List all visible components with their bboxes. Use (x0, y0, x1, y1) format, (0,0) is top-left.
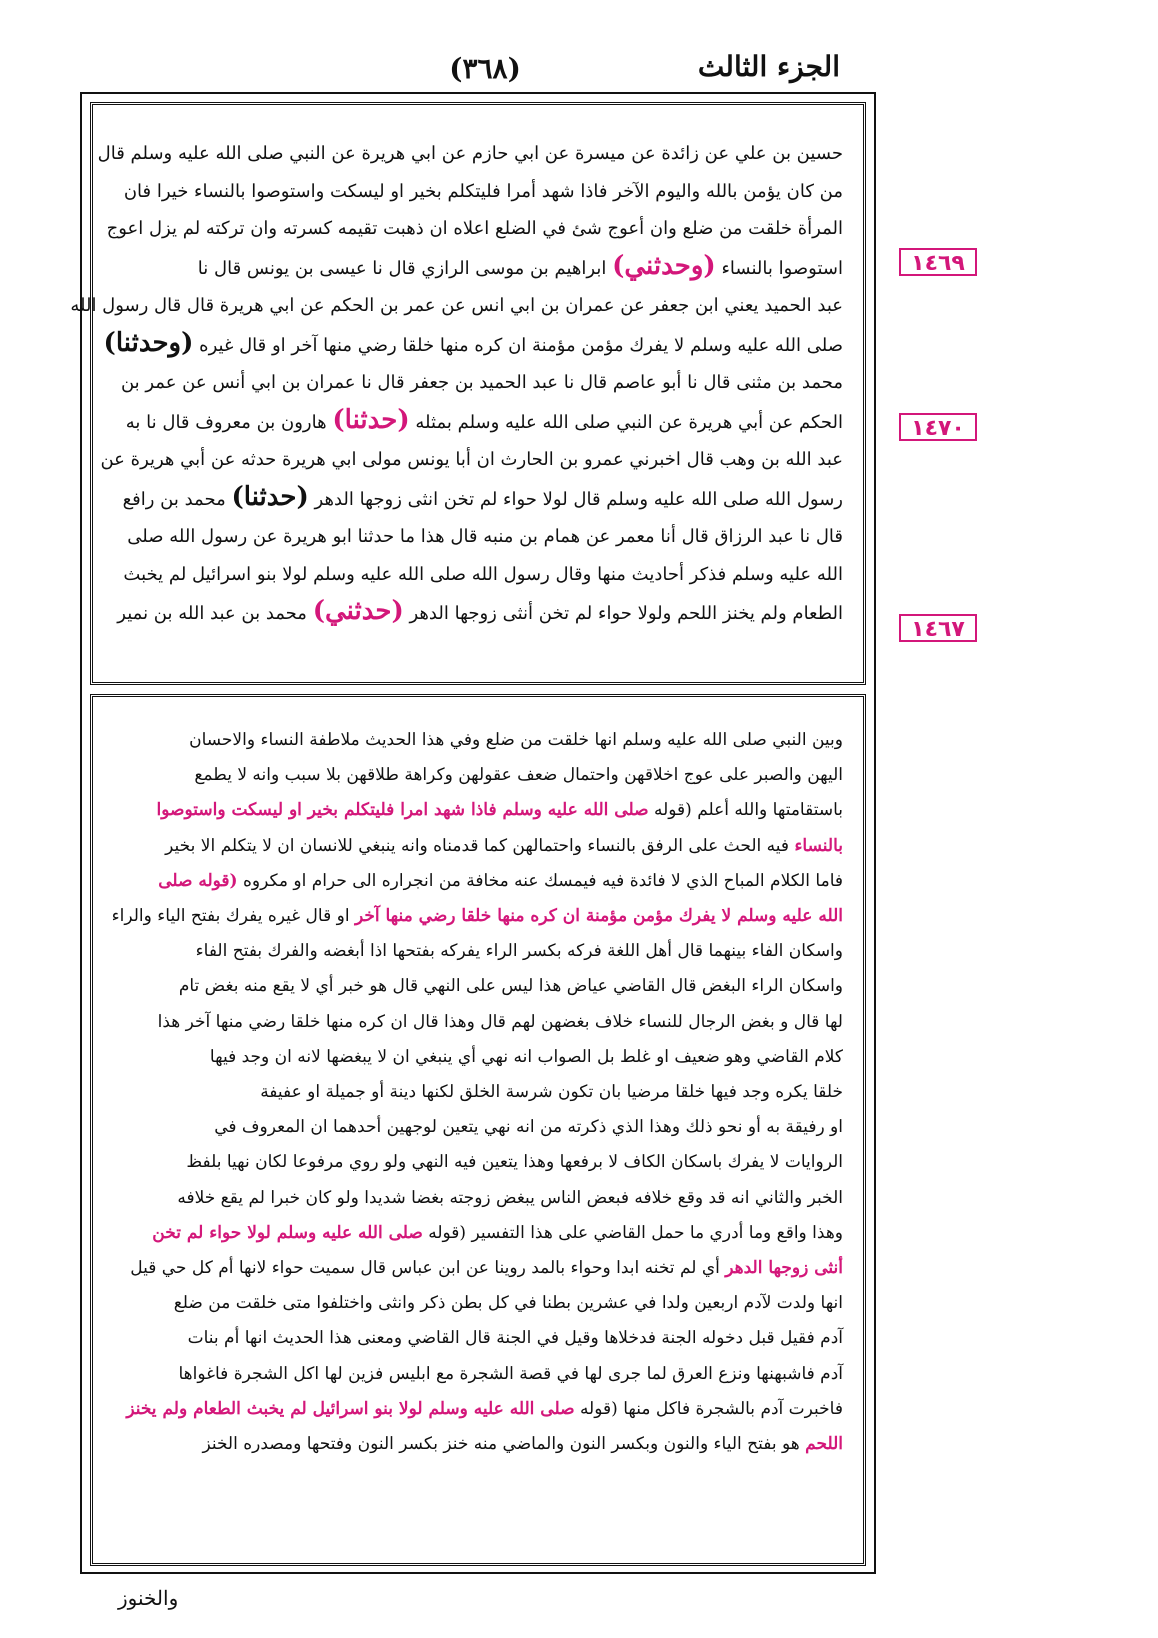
hadith-number-1470: ١٤٧٠ (899, 413, 977, 441)
quoted-hadith: صلى الله عليه وسلم فاذا شهد امرا فليتكلم بخير او ليسكت واستوصوا (156, 800, 649, 821)
matn-line (103, 325, 843, 365)
sharh-phrase: (قوله (653, 800, 692, 821)
sharh-text (113, 723, 843, 1462)
matn-phrase: استوصوا بالنساء (721, 257, 843, 279)
matn-line (113, 593, 843, 633)
sharh-line (113, 793, 843, 828)
sharh-phrase: فاما الكلام المباح الذي لا فائدة فيه فيمسك عنه مخافة من انجراره الى حرام او مكروه (243, 870, 843, 891)
quoted-hadith: أنثى زوجها الدهر (725, 1258, 843, 1279)
chain-marker: (حدثنا) (231, 481, 309, 512)
sharh-phrase: فاخبرت آدم بالشجرة فاكل منها (623, 1398, 843, 1419)
matn-phrase: الطعام ولم يخنز اللحم ولولا حواء لم تخن أنثى زوجها الدهر (409, 603, 843, 624)
sharh-line (113, 1251, 843, 1286)
sharh-line: الخبر والثاني انه قد وقع خلافه فبعض الناس يبغض زوجته بغضا شديدا ولو كان خبرا لم يقع خلافه (177, 1187, 843, 1208)
page-frame (70, 92, 876, 1574)
sharh-line: اليهن والصبر على عوج اخلاقهن واحتمال ضعف عقولهن وكراهة طلاقهن بلا سبب وانه لا يطمع (194, 765, 843, 786)
sharh-phrase: فيه الحث على الرفق بالنساء واحتمالهن كما قدمناه وانه ينبغي للانسان ان لا يتكلم الا بخير (165, 835, 790, 856)
matn-phrase: الحكم عن أبي هريرة عن النبي صلى الله عليه وسلم بمثله (415, 411, 843, 433)
sharh-line (113, 899, 843, 934)
matn-box (70, 102, 866, 685)
quoted-hadith: بالنساء (794, 835, 843, 856)
sharh-line (113, 1427, 843, 1462)
matn-line (113, 402, 843, 442)
sharh-line: آدم فاشبهنها ونزع العرق لما جرى لها في قصة الشجرة مع ابليس فزين لها اكل الشجرة فاغواها (178, 1363, 843, 1384)
sharh-line: خلقا يكره وجد فيها خلقا مرضيا بان تكون شرسة الخلق لكنها دينة أو جميلة او عفيفة (260, 1082, 843, 1103)
matn-phrase: محمد بن عبد الله بن نمير (117, 603, 307, 624)
sharh-line: لها قال و بغض الرجال للنساء خلاف بغضهن لهم قال وهذا قال ان كره منها خلقا رضي منها آخر هذا (157, 1011, 843, 1032)
quoted-hadith: صلى الله عليه وسلم لولا حواء لم تخن (152, 1222, 423, 1243)
hadith-number-1467: ١٤٦٧ (899, 614, 977, 642)
sharh-phrase: باستقامتها والله أعلم (697, 800, 843, 821)
sharh-phrase: او قال غيره يفرك بفتح الياء والراء (111, 906, 350, 927)
sharh-line: واسكان الفاء بينهما قال أهل اللغة فركه بكسر الراء يفركه بفتحها اذا أبغضه والفرك بفتح الفاء (195, 941, 843, 962)
sharh-line (113, 1392, 843, 1427)
matn-text (70, 135, 843, 633)
sharh-line: او رفيقة به أو نحو ذلك وهذا الذي ذكرته من انه نهي يتعين لوجهين أحدهما ان المعروف في (214, 1117, 843, 1138)
sharh-phrase: وهذا واقع وما أدري ما حمل القاضي على هذا التفسير (471, 1222, 843, 1243)
chain-marker: (حدثني) (312, 596, 404, 626)
matn-line (113, 248, 843, 288)
sharh-phrase: (قوله (579, 1398, 618, 1419)
chain-marker: (حدثنا) (332, 404, 410, 435)
matn-line: حسين بن علي عن زائدة عن ميسرة عن ابي حازم عن ابي هريرة عن النبي صلى الله عليه وسلم قال (97, 143, 843, 164)
chain-marker: (وحدثني) (612, 250, 716, 281)
matn-line: الله عليه وسلم فذكر أحاديث منها وقال رسول الله صلى الله عليه وسلم لولا بنو اسرائيل لم يخبث (123, 563, 843, 585)
sharh-line: واسكان الراء البغض قال القاضي عياض هذا ليس على النهي قال هو خبر أي لا يقع منه بغض تام (178, 976, 843, 997)
matn-line (113, 479, 843, 519)
matn-phrase: ابراهيم بن موسى الرازي قال نا عيسى بن يونس قال نا (197, 257, 607, 279)
sharh-box (90, 694, 866, 1566)
sharh-line: كلام القاضي وهو ضعيف او غلط بل الصواب انه نهي أي ينبغي ان لا يبغضها لانه ان وجد فيها (209, 1046, 843, 1067)
matn-phrase: رسول الله صلى الله عليه وسلم قال لولا حواء لم تخن انثى زوجها الدهر (314, 488, 843, 510)
sharh-line: آدم فقيل قبل دخوله الجنة فدخلاها وقيل في الجنة قال القاضي ومعنى هذا الحديث انها أم بنات (187, 1328, 843, 1349)
sharh-phrase: هو بفتح الياء والنون وبكسر النون والماضي منه خنز بكسر النون وفتحها ومصدره الخنز (202, 1434, 800, 1455)
matn-phrase: هارون بن معروف قال نا به (125, 411, 327, 433)
sharh-phrase: (قوله (428, 1222, 467, 1243)
sharh-line: وبين النبي صلى الله عليه وسلم انها خلقت من ضلع وفي هذا الحديث ملاطفة النساء والاحسان (189, 730, 843, 750)
matn-line: عبد الله بن وهب قال اخبرني عمرو بن الحارث ان أبا يونس مولى ابي هريرة حدثه عن أبي هريرة عن (100, 449, 843, 470)
matn-line: محمد بن مثنى قال نا أبو عاصم قال نا عبد الحميد بن جعفر قال نا عمران بن ابي أنس عن عمر بن (120, 372, 843, 393)
part-title: الجزء الثالث (697, 50, 840, 83)
page-number: (٣٦٨) (449, 52, 521, 85)
hadith-number-1469: ١٤٦٩ (899, 248, 977, 276)
matn-line: عبد الحميد يعني ابن جعفر عن عمران بن ابي انس عن عمر بن الحكم عن ابي هريرة قال قال رسول الله (70, 295, 843, 316)
sharh-phrase: أي لم تخنه ابدا وحواء بالمد روينا عن ابن عباس قال سميت حواء لانها أم كل حي قيل (130, 1258, 720, 1279)
sharh-line (113, 1216, 843, 1251)
matn-line: المرأة خلقت من ضلع وان أعوج شئ في الضلع اعلاه ان ذهبت تقيمه كسرته وان تركته لم يزل اعوج (106, 218, 843, 239)
matn-phrase: محمد بن رافع (122, 488, 226, 510)
matn-phrase: صلى الله عليه وسلم لا يفرك مؤمن مؤمنة ان كره منها خلقا رضي منها آخر او قال غيره (199, 334, 843, 356)
quoted-hadith: الله عليه وسلم لا يفرك مؤمن مؤمنة ان كره منها خلقا رضي منها آخر (354, 906, 843, 927)
sharh-line: الروايات لا يفرك باسكان الكاف لا برفعها وهذا يتعين فيه النهي ولو روي مرفوعا لكان نهيا بلفظ (186, 1152, 843, 1173)
matn-line: من كان يؤمن بالله واليوم الآخر فاذا شهد أمرا فليتكلم بخير او ليسكت واستوصوا بالنساء خيرا فان (123, 180, 843, 202)
chain-marker: (وحدثنا) (103, 327, 194, 358)
sharh-line (113, 864, 843, 899)
sharh-line: انها ولدت لآدم اربعين ولدا في عشرين بطنا في كل بطن ذكر وانثى واختلفوا متى خلقت من ضلع (173, 1293, 843, 1314)
quoted-hadith: (قوله صلى (158, 870, 238, 891)
quoted-hadith: اللحم (805, 1434, 843, 1455)
matn-line: قال نا عبد الرزاق قال أنا معمر عن همام بن منبه قال هذا ما حدثنا ابو هريرة عن رسول الله صلى (127, 526, 843, 547)
quoted-hadith: صلى الله عليه وسلم لولا بنو اسرائيل لم يخبث الطعام ولم يخنز (126, 1398, 575, 1419)
sharh-line (113, 829, 843, 864)
catchword: والخنوز (118, 1586, 179, 1610)
